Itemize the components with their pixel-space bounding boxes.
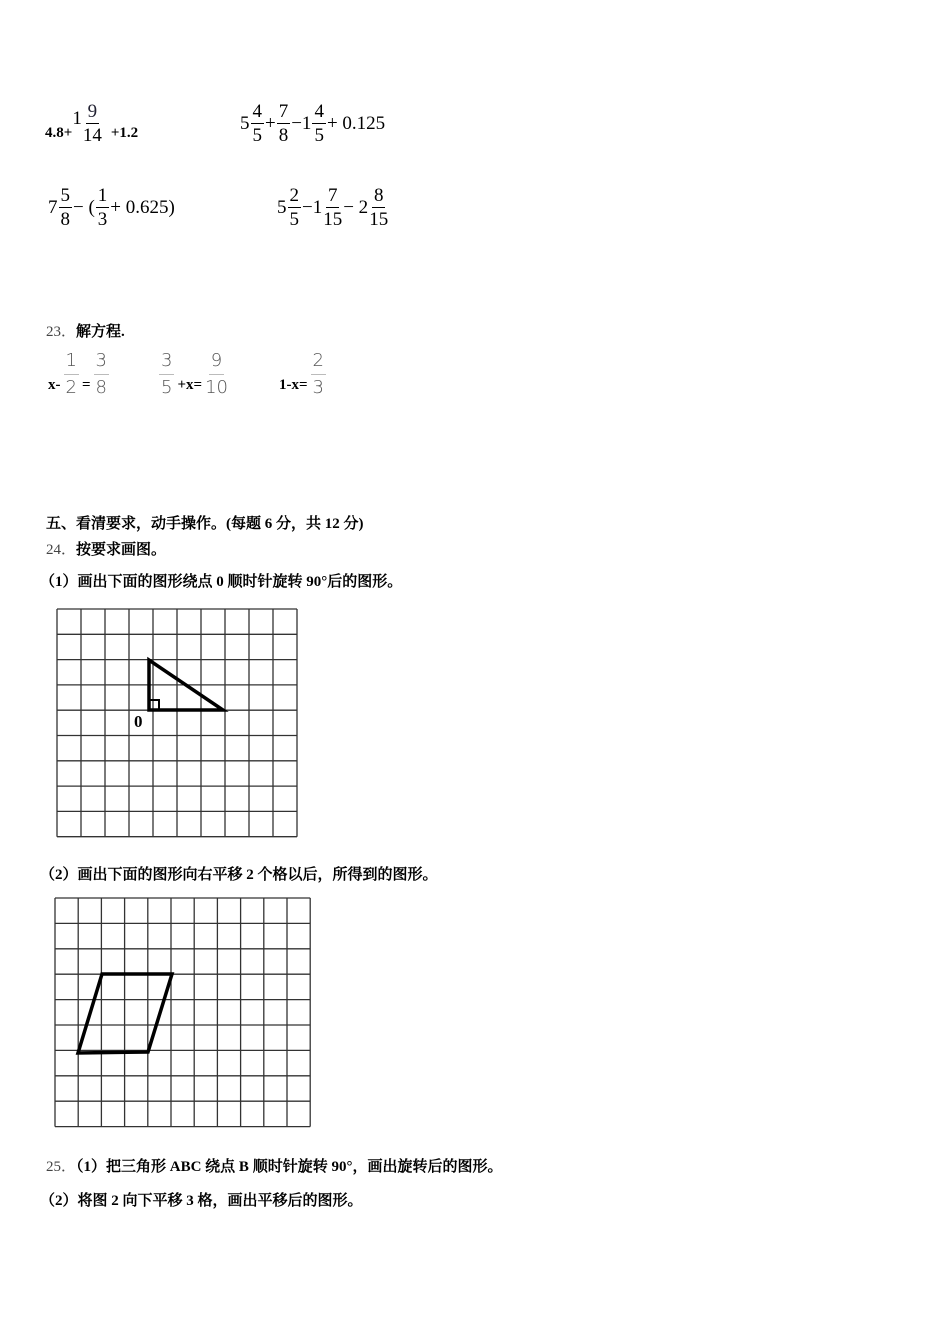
question-23-title: 23．解方程. xyxy=(46,324,125,340)
question-25-part-1: 25．（1）把三角形 ABC 绕点 B 顺时针旋转 90°，画出旋转后的图形。 xyxy=(46,1159,503,1175)
question-24-part-1: （1）画出下面的图形绕点 0 顺时针旋转 90°后的图形。 xyxy=(40,574,403,590)
calc-expression-3: 7 5 8 − ( 1 3 + 0.625) xyxy=(48,185,175,230)
question-25-part-2: （2）将图 2 向下平移 3 格，画出平移后的图形。 xyxy=(40,1193,363,1209)
section-5-heading: 五、看清要求，动手操作。(每题 6 分，共 12 分) xyxy=(46,516,364,532)
origin-label: 0 xyxy=(134,712,143,731)
equation-3: 1-x= $\frac{2}{3}$ xyxy=(279,350,324,398)
calc-expression-4: 5 2 5 −1 7 15 − 2 8 15 xyxy=(277,185,389,230)
equation-2: 3 5 +x= $\frac{9}{10}$ xyxy=(161,350,228,398)
text: 1 xyxy=(72,107,82,129)
calc-expression-2: 5 4 5 + $\frac{7}{8}$ −1 4 5 + 0.125 xyxy=(240,101,386,146)
question-24-part-2: （2）画出下面的图形向右平移 2 个格以后，所得到的图形。 xyxy=(40,867,438,883)
fraction: 9 14 xyxy=(82,101,102,146)
text: +1.2 xyxy=(110,125,139,141)
text: 4.8+ xyxy=(45,125,73,141)
equation-1: x- $\frac{1}{2}$ = $\frac{3}{8}$ xyxy=(48,350,107,398)
question-24-title: 24．按要求画图。 xyxy=(46,542,167,558)
